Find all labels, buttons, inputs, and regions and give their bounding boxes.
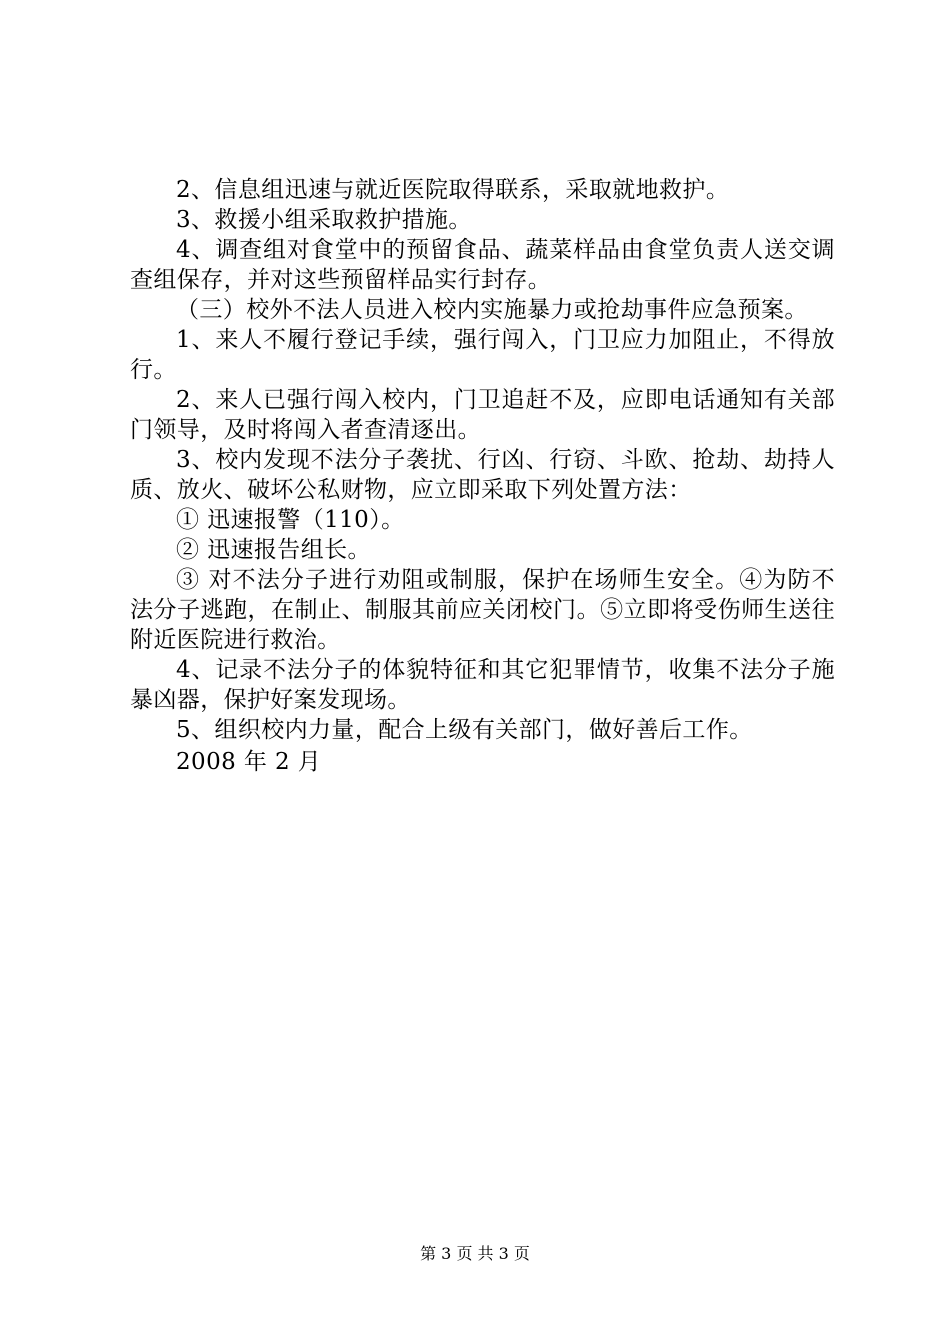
- document-date: 2008 年 2 月: [176, 749, 322, 775]
- section-heading: （三）校外不法人员进入校内实施暴力或抢劫事件应急预案。: [176, 297, 808, 323]
- paragraph: 3、校内发现不法分子袭扰、行凶、行窃、斗欧、抢劫、劫持人质、放火、破坏公私财物，应立即采取下列处置方法：: [130, 447, 835, 503]
- paragraph: 3、救援小组采取救护措施。: [176, 207, 472, 233]
- paragraph: 1、来人不履行登记手续，强行闯入，门卫应力加阻止，不得放行。: [130, 327, 835, 383]
- paragraph: 2、信息组迅速与就近医院取得联系，采取就地救护。: [176, 177, 730, 203]
- list-item: ② 迅速报告组长。: [176, 537, 371, 563]
- paragraph: 2、来人已强行闯入校内，门卫追赶不及，应即电话通知有关部门领导，及时将闯入者查清逐出。: [130, 387, 835, 443]
- page-number-footer: 第 3 页 共 3 页: [420, 1244, 530, 1263]
- document-body: [130, 175, 835, 777]
- paragraph: 4、记录不法分子的体貌特征和其它犯罪情节，收集不法分子施暴凶器，保护好案发现场。: [130, 657, 835, 713]
- paragraph: 5、组织校内力量，配合上级有关部门，做好善后工作。: [176, 717, 753, 743]
- paragraph: 4、调查组对食堂中的预留食品、蔬菜样品由食堂负责人送交调查组保存，并对这些预留样品实行封存。: [130, 237, 835, 293]
- list-item: ③ 对不法分子进行劝阻或制服，保护在场师生安全。④为防不法分子逃跑，在制止、制服其前应关闭校门。⑤立即将受伤师生送往附近医院进行救治。: [130, 567, 835, 653]
- list-item: ① 迅速报警（110）。: [176, 507, 405, 533]
